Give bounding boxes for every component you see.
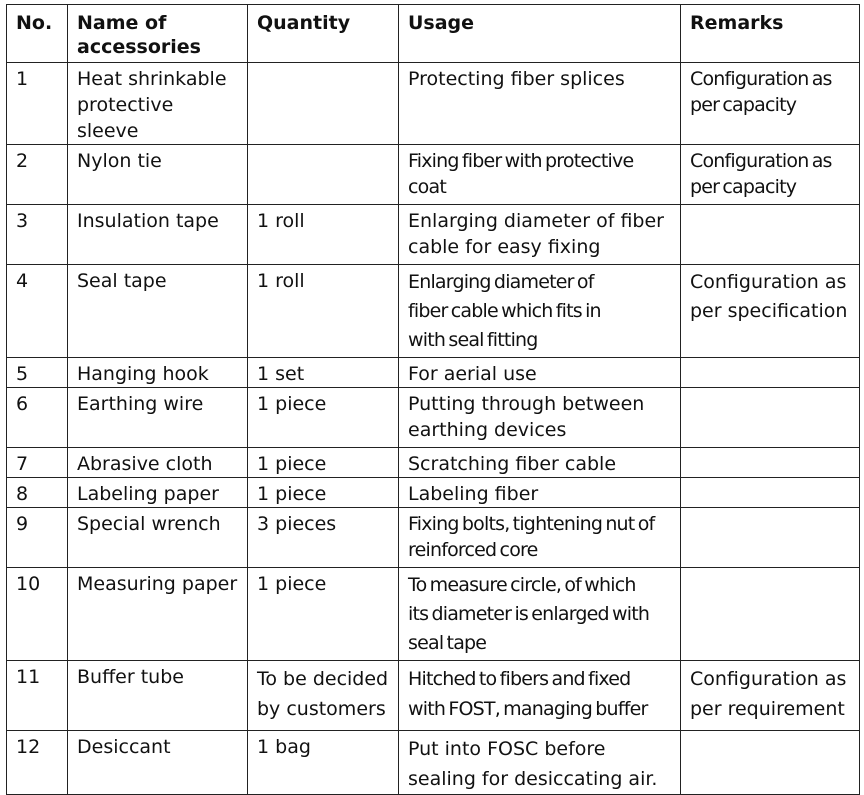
cell-quantity: 1 bag xyxy=(248,731,399,795)
cell-name: Hanging hook xyxy=(68,358,248,388)
cell-name: Nylon tie xyxy=(68,145,248,205)
table-row xyxy=(7,508,860,568)
table-row xyxy=(7,265,860,358)
cell-no: 6 xyxy=(7,388,68,448)
header-usage: Usage xyxy=(399,5,681,63)
cell-remarks xyxy=(681,388,860,448)
cell-no: 7 xyxy=(7,448,68,478)
cell-remarks xyxy=(681,358,860,388)
table-row xyxy=(7,358,860,388)
cell-remarks: Configuration as per capacity xyxy=(681,145,860,205)
cell-remarks xyxy=(681,508,860,568)
accessories-table xyxy=(6,4,860,795)
cell-quantity: 1 piece xyxy=(248,478,399,508)
cell-name: Earthing wire xyxy=(68,388,248,448)
cell-usage: Enlarging diameter of fiber cable for easy fixing xyxy=(399,205,681,265)
cell-quantity: 1 roll xyxy=(248,265,399,358)
cell-quantity: 1 piece xyxy=(248,568,399,661)
header-row xyxy=(7,5,860,63)
cell-quantity xyxy=(248,63,399,145)
cell-no: 3 xyxy=(7,205,68,265)
header-remarks: Remarks xyxy=(681,5,860,63)
cell-usage: Put into FOSC before sealing for desiccating air. xyxy=(399,731,681,795)
table-row xyxy=(7,145,860,205)
cell-name: Buffer tube xyxy=(68,661,248,731)
header-quantity: Quantity xyxy=(248,5,399,63)
cell-remarks xyxy=(681,568,860,661)
header-name: Name of accessories xyxy=(68,5,248,63)
cell-quantity: 3 pieces xyxy=(248,508,399,568)
cell-no: 9 xyxy=(7,508,68,568)
table-row xyxy=(7,448,860,478)
cell-name: Insulation tape xyxy=(68,205,248,265)
cell-name: Labeling paper xyxy=(68,478,248,508)
cell-usage: Labeling fiber xyxy=(399,478,681,508)
cell-name: Measuring paper xyxy=(68,568,248,661)
cell-usage: Protecting fiber splices xyxy=(399,63,681,145)
cell-no: 11 xyxy=(7,661,68,731)
cell-name: Heat shrinkable protective sleeve xyxy=(68,63,248,145)
cell-usage: Putting through between earthing devices xyxy=(399,388,681,448)
cell-quantity: To be decided by customers xyxy=(248,661,399,731)
table-row xyxy=(7,568,860,661)
cell-name: Abrasive cloth xyxy=(68,448,248,478)
cell-remarks xyxy=(681,205,860,265)
cell-no: 2 xyxy=(7,145,68,205)
cell-usage: Hitched to fibers and fixed with FOST, managing buffer xyxy=(399,661,681,731)
cell-usage: To measure circle, of which its diameter is enlarged with seal tape xyxy=(399,568,681,661)
header-no: No. xyxy=(7,5,68,63)
table-row xyxy=(7,388,860,448)
cell-no: 8 xyxy=(7,478,68,508)
cell-no: 10 xyxy=(7,568,68,661)
cell-quantity xyxy=(248,145,399,205)
cell-name: Seal tape xyxy=(68,265,248,358)
cell-no: 4 xyxy=(7,265,68,358)
table-row xyxy=(7,478,860,508)
cell-usage: Enlarging diameter of fiber cable which fits in with seal fitting xyxy=(399,265,681,358)
cell-name: Special wrench xyxy=(68,508,248,568)
cell-remarks: Configuration as per specification xyxy=(681,265,860,358)
cell-name: Desiccant xyxy=(68,731,248,795)
cell-no: 1 xyxy=(7,63,68,145)
cell-quantity: 1 roll xyxy=(248,205,399,265)
cell-remarks xyxy=(681,448,860,478)
table-row xyxy=(7,205,860,265)
table-row xyxy=(7,731,860,795)
cell-remarks xyxy=(681,731,860,795)
cell-usage: Fixing fiber with protective coat xyxy=(399,145,681,205)
cell-usage: Scratching fiber cable xyxy=(399,448,681,478)
cell-no: 12 xyxy=(7,731,68,795)
cell-usage: For aerial use xyxy=(399,358,681,388)
table-row xyxy=(7,661,860,731)
cell-quantity: 1 set xyxy=(248,358,399,388)
cell-no: 5 xyxy=(7,358,68,388)
cell-quantity: 1 piece xyxy=(248,448,399,478)
cell-remarks: Configuration as per requirement xyxy=(681,661,860,731)
cell-usage: Fixing bolts, tightening nut of reinforced core xyxy=(399,508,681,568)
table-row xyxy=(7,63,860,145)
cell-remarks: Configuration as per capacity xyxy=(681,63,860,145)
cell-remarks xyxy=(681,478,860,508)
cell-quantity: 1 piece xyxy=(248,388,399,448)
